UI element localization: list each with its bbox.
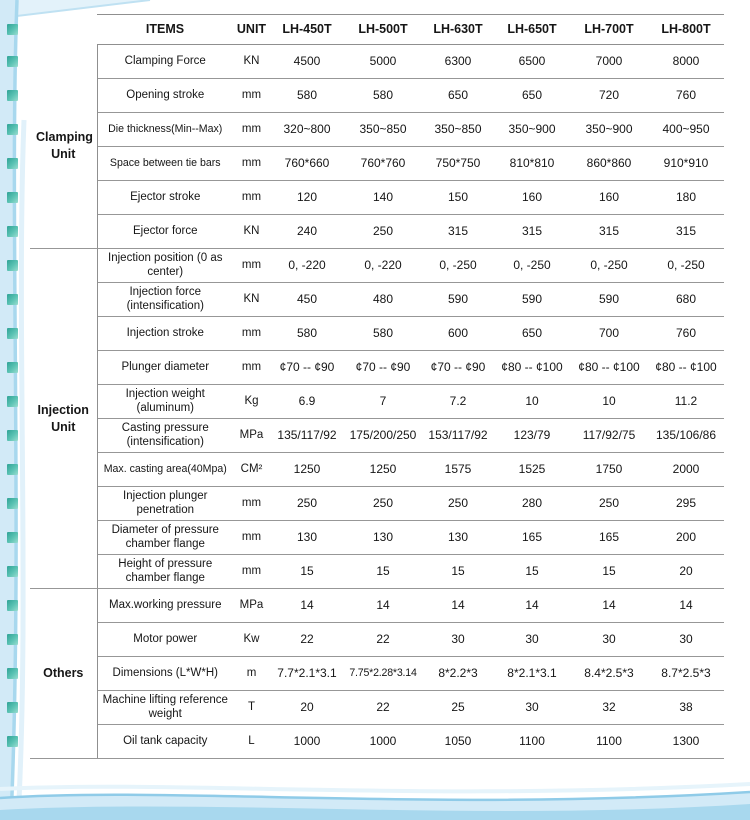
row-marker-square (7, 56, 18, 67)
item-label: Injection weight (aluminum) (97, 385, 233, 419)
value-cell: ¢70 -- ¢90 (422, 351, 494, 385)
table-row (30, 113, 724, 147)
spec-table (30, 14, 724, 759)
value-cell: 14 (422, 589, 494, 623)
corner-cell (30, 15, 97, 45)
table-row (30, 181, 724, 215)
column-header-lh-700t: LH-700T (570, 15, 648, 45)
row-marker-square (7, 192, 18, 203)
group-label-injection-unit: Injection Unit (30, 249, 97, 589)
table-row (30, 215, 724, 249)
row-marker-square (7, 226, 18, 237)
value-cell: 8*2.1*3.1 (494, 657, 570, 691)
value-cell: 1575 (422, 453, 494, 487)
item-label: Die thickness(Min--Max) (97, 113, 233, 147)
row-marker-square (7, 24, 18, 35)
unit-cell: L (233, 725, 270, 759)
value-cell: ¢80 -- ¢100 (648, 351, 724, 385)
value-cell: 250 (270, 487, 344, 521)
group-label-others: Others (30, 589, 97, 759)
value-cell: 1000 (270, 725, 344, 759)
unit-cell: m (233, 657, 270, 691)
value-cell: 0, -220 (344, 249, 422, 283)
item-label: Space between tie bars (97, 147, 233, 181)
unit-cell: MPa (233, 419, 270, 453)
row-marker-square (7, 124, 18, 135)
value-cell: 117/92/75 (570, 419, 648, 453)
value-cell: 580 (270, 317, 344, 351)
value-cell: 250 (344, 487, 422, 521)
row-marker-square (7, 668, 18, 679)
value-cell: 810*810 (494, 147, 570, 181)
table-row (30, 521, 724, 555)
unit-cell: T (233, 691, 270, 725)
table-row (30, 453, 724, 487)
value-cell: 8.7*2.5*3 (648, 657, 724, 691)
item-label: Max.working pressure (97, 589, 233, 623)
row-marker-square (7, 90, 18, 101)
value-cell: 250 (344, 215, 422, 249)
unit-cell: mm (233, 249, 270, 283)
value-cell: 7.2 (422, 385, 494, 419)
value-cell: ¢70 -- ¢90 (270, 351, 344, 385)
table-row (30, 385, 724, 419)
unit-cell: MPa (233, 589, 270, 623)
group-label-clamping-unit: Clamping Unit (30, 45, 97, 249)
unit-cell: mm (233, 181, 270, 215)
table-row (30, 725, 724, 759)
value-cell: 250 (422, 487, 494, 521)
value-cell: 175/200/250 (344, 419, 422, 453)
table-row (30, 249, 724, 283)
column-header-lh-630t: LH-630T (422, 15, 494, 45)
value-cell: 590 (570, 283, 648, 317)
value-cell: 150 (422, 181, 494, 215)
unit-cell: mm (233, 351, 270, 385)
value-cell: 1300 (648, 725, 724, 759)
row-marker-square (7, 600, 18, 611)
value-cell: 30 (570, 623, 648, 657)
table-row (30, 623, 724, 657)
value-cell: 400~950 (648, 113, 724, 147)
table-row (30, 79, 724, 113)
row-marker-square (7, 260, 18, 271)
row-marker-square (7, 430, 18, 441)
item-label: Ejector stroke (97, 181, 233, 215)
value-cell: 165 (570, 521, 648, 555)
value-cell: 760 (648, 79, 724, 113)
item-label: Oil tank capacity (97, 725, 233, 759)
value-cell: 480 (344, 283, 422, 317)
unit-cell: mm (233, 79, 270, 113)
column-header-lh-800t: LH-800T (648, 15, 724, 45)
value-cell: 860*860 (570, 147, 648, 181)
item-label: Injection plunger penetration (97, 487, 233, 521)
item-label: Height of pressure chamber flange (97, 555, 233, 589)
value-cell: 350~900 (494, 113, 570, 147)
value-cell: 350~850 (344, 113, 422, 147)
unit-cell: mm (233, 147, 270, 181)
value-cell: 0, -250 (570, 249, 648, 283)
value-cell: 720 (570, 79, 648, 113)
value-cell: 650 (422, 79, 494, 113)
table-row (30, 691, 724, 725)
spec-sheet (30, 14, 724, 759)
row-marker-square (7, 362, 18, 373)
value-cell: 760*660 (270, 147, 344, 181)
table-row (30, 419, 724, 453)
value-cell: 750*750 (422, 147, 494, 181)
value-cell: 320~800 (270, 113, 344, 147)
value-cell: 910*910 (648, 147, 724, 181)
value-cell: 1525 (494, 453, 570, 487)
row-marker-square (7, 736, 18, 747)
value-cell: 120 (270, 181, 344, 215)
table-row (30, 657, 724, 691)
item-label: Injection force (intensification) (97, 283, 233, 317)
value-cell: 1100 (570, 725, 648, 759)
value-cell: 0, -250 (422, 249, 494, 283)
row-marker-square (7, 396, 18, 407)
value-cell: 1250 (270, 453, 344, 487)
value-cell: 25 (422, 691, 494, 725)
value-cell: 15 (494, 555, 570, 589)
row-marker-square (7, 464, 18, 475)
value-cell: 8.4*2.5*3 (570, 657, 648, 691)
value-cell: 14 (344, 589, 422, 623)
table-row (30, 317, 724, 351)
column-header-items: ITEMS (97, 15, 233, 45)
value-cell: 295 (648, 487, 724, 521)
item-label: Diameter of pressure chamber flange (97, 521, 233, 555)
value-cell: 135/117/92 (270, 419, 344, 453)
value-cell: 0, -250 (648, 249, 724, 283)
value-cell: 30 (422, 623, 494, 657)
table-row (30, 45, 724, 79)
value-cell: 15 (422, 555, 494, 589)
value-cell: 0, -220 (270, 249, 344, 283)
value-cell: 350~850 (422, 113, 494, 147)
unit-cell: KN (233, 283, 270, 317)
unit-cell: mm (233, 521, 270, 555)
table-row (30, 351, 724, 385)
table-row (30, 147, 724, 181)
item-label: Machine lifting reference weight (97, 691, 233, 725)
value-cell: 600 (422, 317, 494, 351)
value-cell: 140 (344, 181, 422, 215)
unit-cell: KN (233, 45, 270, 79)
value-cell: 240 (270, 215, 344, 249)
value-cell: 32 (570, 691, 648, 725)
value-cell: 6300 (422, 45, 494, 79)
unit-cell: Kg (233, 385, 270, 419)
value-cell: 130 (270, 521, 344, 555)
table-body (30, 45, 724, 759)
column-header-unit: UNIT (233, 15, 270, 45)
value-cell: 8000 (648, 45, 724, 79)
column-header-lh-450t: LH-450T (270, 15, 344, 45)
item-label: Opening stroke (97, 79, 233, 113)
item-label: Injection position (0 as center) (97, 249, 233, 283)
item-label: Injection stroke (97, 317, 233, 351)
value-cell: 6500 (494, 45, 570, 79)
value-cell: 14 (494, 589, 570, 623)
value-cell: 15 (570, 555, 648, 589)
value-cell: 650 (494, 79, 570, 113)
value-cell: 0, -250 (494, 249, 570, 283)
item-label: Plunger diameter (97, 351, 233, 385)
value-cell: 200 (648, 521, 724, 555)
unit-cell: mm (233, 555, 270, 589)
value-cell: 315 (494, 215, 570, 249)
unit-cell: CM² (233, 453, 270, 487)
value-cell: 30 (494, 623, 570, 657)
value-cell: 4500 (270, 45, 344, 79)
value-cell: 350~900 (570, 113, 648, 147)
value-cell: 130 (422, 521, 494, 555)
value-cell: 7 (344, 385, 422, 419)
value-cell: 2000 (648, 453, 724, 487)
value-cell: 680 (648, 283, 724, 317)
item-label: Clamping Force (97, 45, 233, 79)
row-marker-square (7, 498, 18, 509)
value-cell: 590 (494, 283, 570, 317)
value-cell: 700 (570, 317, 648, 351)
value-cell: 15 (344, 555, 422, 589)
value-cell: 7.75*2.28*3.14 (344, 657, 422, 691)
value-cell: 1000 (344, 725, 422, 759)
item-label: Motor power (97, 623, 233, 657)
unit-cell: mm (233, 317, 270, 351)
row-marker-square (7, 702, 18, 713)
value-cell: 130 (344, 521, 422, 555)
value-cell: 450 (270, 283, 344, 317)
value-cell: ¢70 -- ¢90 (344, 351, 422, 385)
value-cell: 315 (648, 215, 724, 249)
unit-cell: mm (233, 113, 270, 147)
table-row (30, 555, 724, 589)
value-cell: 15 (270, 555, 344, 589)
value-cell: 5000 (344, 45, 422, 79)
value-cell: 22 (344, 691, 422, 725)
value-cell: 6.9 (270, 385, 344, 419)
table-row (30, 589, 724, 623)
value-cell: 580 (344, 79, 422, 113)
column-header-lh-500t: LH-500T (344, 15, 422, 45)
value-cell: 38 (648, 691, 724, 725)
row-marker-square (7, 566, 18, 577)
value-cell: 1750 (570, 453, 648, 487)
value-cell: 123/79 (494, 419, 570, 453)
value-cell: ¢80 -- ¢100 (570, 351, 648, 385)
value-cell: 14 (270, 589, 344, 623)
value-cell: 7000 (570, 45, 648, 79)
value-cell: 10 (494, 385, 570, 419)
value-cell: 11.2 (648, 385, 724, 419)
unit-cell: Kw (233, 623, 270, 657)
table-row (30, 283, 724, 317)
value-cell: 250 (570, 487, 648, 521)
value-cell: 580 (270, 79, 344, 113)
value-cell: 1250 (344, 453, 422, 487)
row-marker-square (7, 294, 18, 305)
value-cell: 160 (494, 181, 570, 215)
table-header (30, 15, 724, 45)
value-cell: 160 (570, 181, 648, 215)
value-cell: 8*2.2*3 (422, 657, 494, 691)
value-cell: 1100 (494, 725, 570, 759)
value-cell: 20 (648, 555, 724, 589)
row-marker-square (7, 328, 18, 339)
item-label: Max. casting area(40Mpa) (97, 453, 233, 487)
value-cell: 180 (648, 181, 724, 215)
item-label: Dimensions (L*W*H) (97, 657, 233, 691)
column-header-lh-650t: LH-650T (494, 15, 570, 45)
row-marker-square (7, 634, 18, 645)
value-cell: 165 (494, 521, 570, 555)
row-marker-square (7, 532, 18, 543)
value-cell: 30 (494, 691, 570, 725)
table-row (30, 487, 724, 521)
value-cell: 650 (494, 317, 570, 351)
value-cell: 1050 (422, 725, 494, 759)
value-cell: 10 (570, 385, 648, 419)
value-cell: 30 (648, 623, 724, 657)
value-cell: 20 (270, 691, 344, 725)
value-cell: 153/117/92 (422, 419, 494, 453)
row-marker-square (7, 158, 18, 169)
value-cell: 760*760 (344, 147, 422, 181)
value-cell: 315 (570, 215, 648, 249)
value-cell: 315 (422, 215, 494, 249)
header-row (30, 15, 724, 45)
value-cell: 580 (344, 317, 422, 351)
value-cell: 14 (570, 589, 648, 623)
value-cell: 7.7*2.1*3.1 (270, 657, 344, 691)
value-cell: 760 (648, 317, 724, 351)
value-cell: 22 (344, 623, 422, 657)
item-label: Casting pressure (intensification) (97, 419, 233, 453)
value-cell: ¢80 -- ¢100 (494, 351, 570, 385)
unit-cell: KN (233, 215, 270, 249)
value-cell: 14 (648, 589, 724, 623)
value-cell: 280 (494, 487, 570, 521)
unit-cell: mm (233, 487, 270, 521)
item-label: Ejector force (97, 215, 233, 249)
value-cell: 590 (422, 283, 494, 317)
value-cell: 22 (270, 623, 344, 657)
value-cell: 135/106/86 (648, 419, 724, 453)
